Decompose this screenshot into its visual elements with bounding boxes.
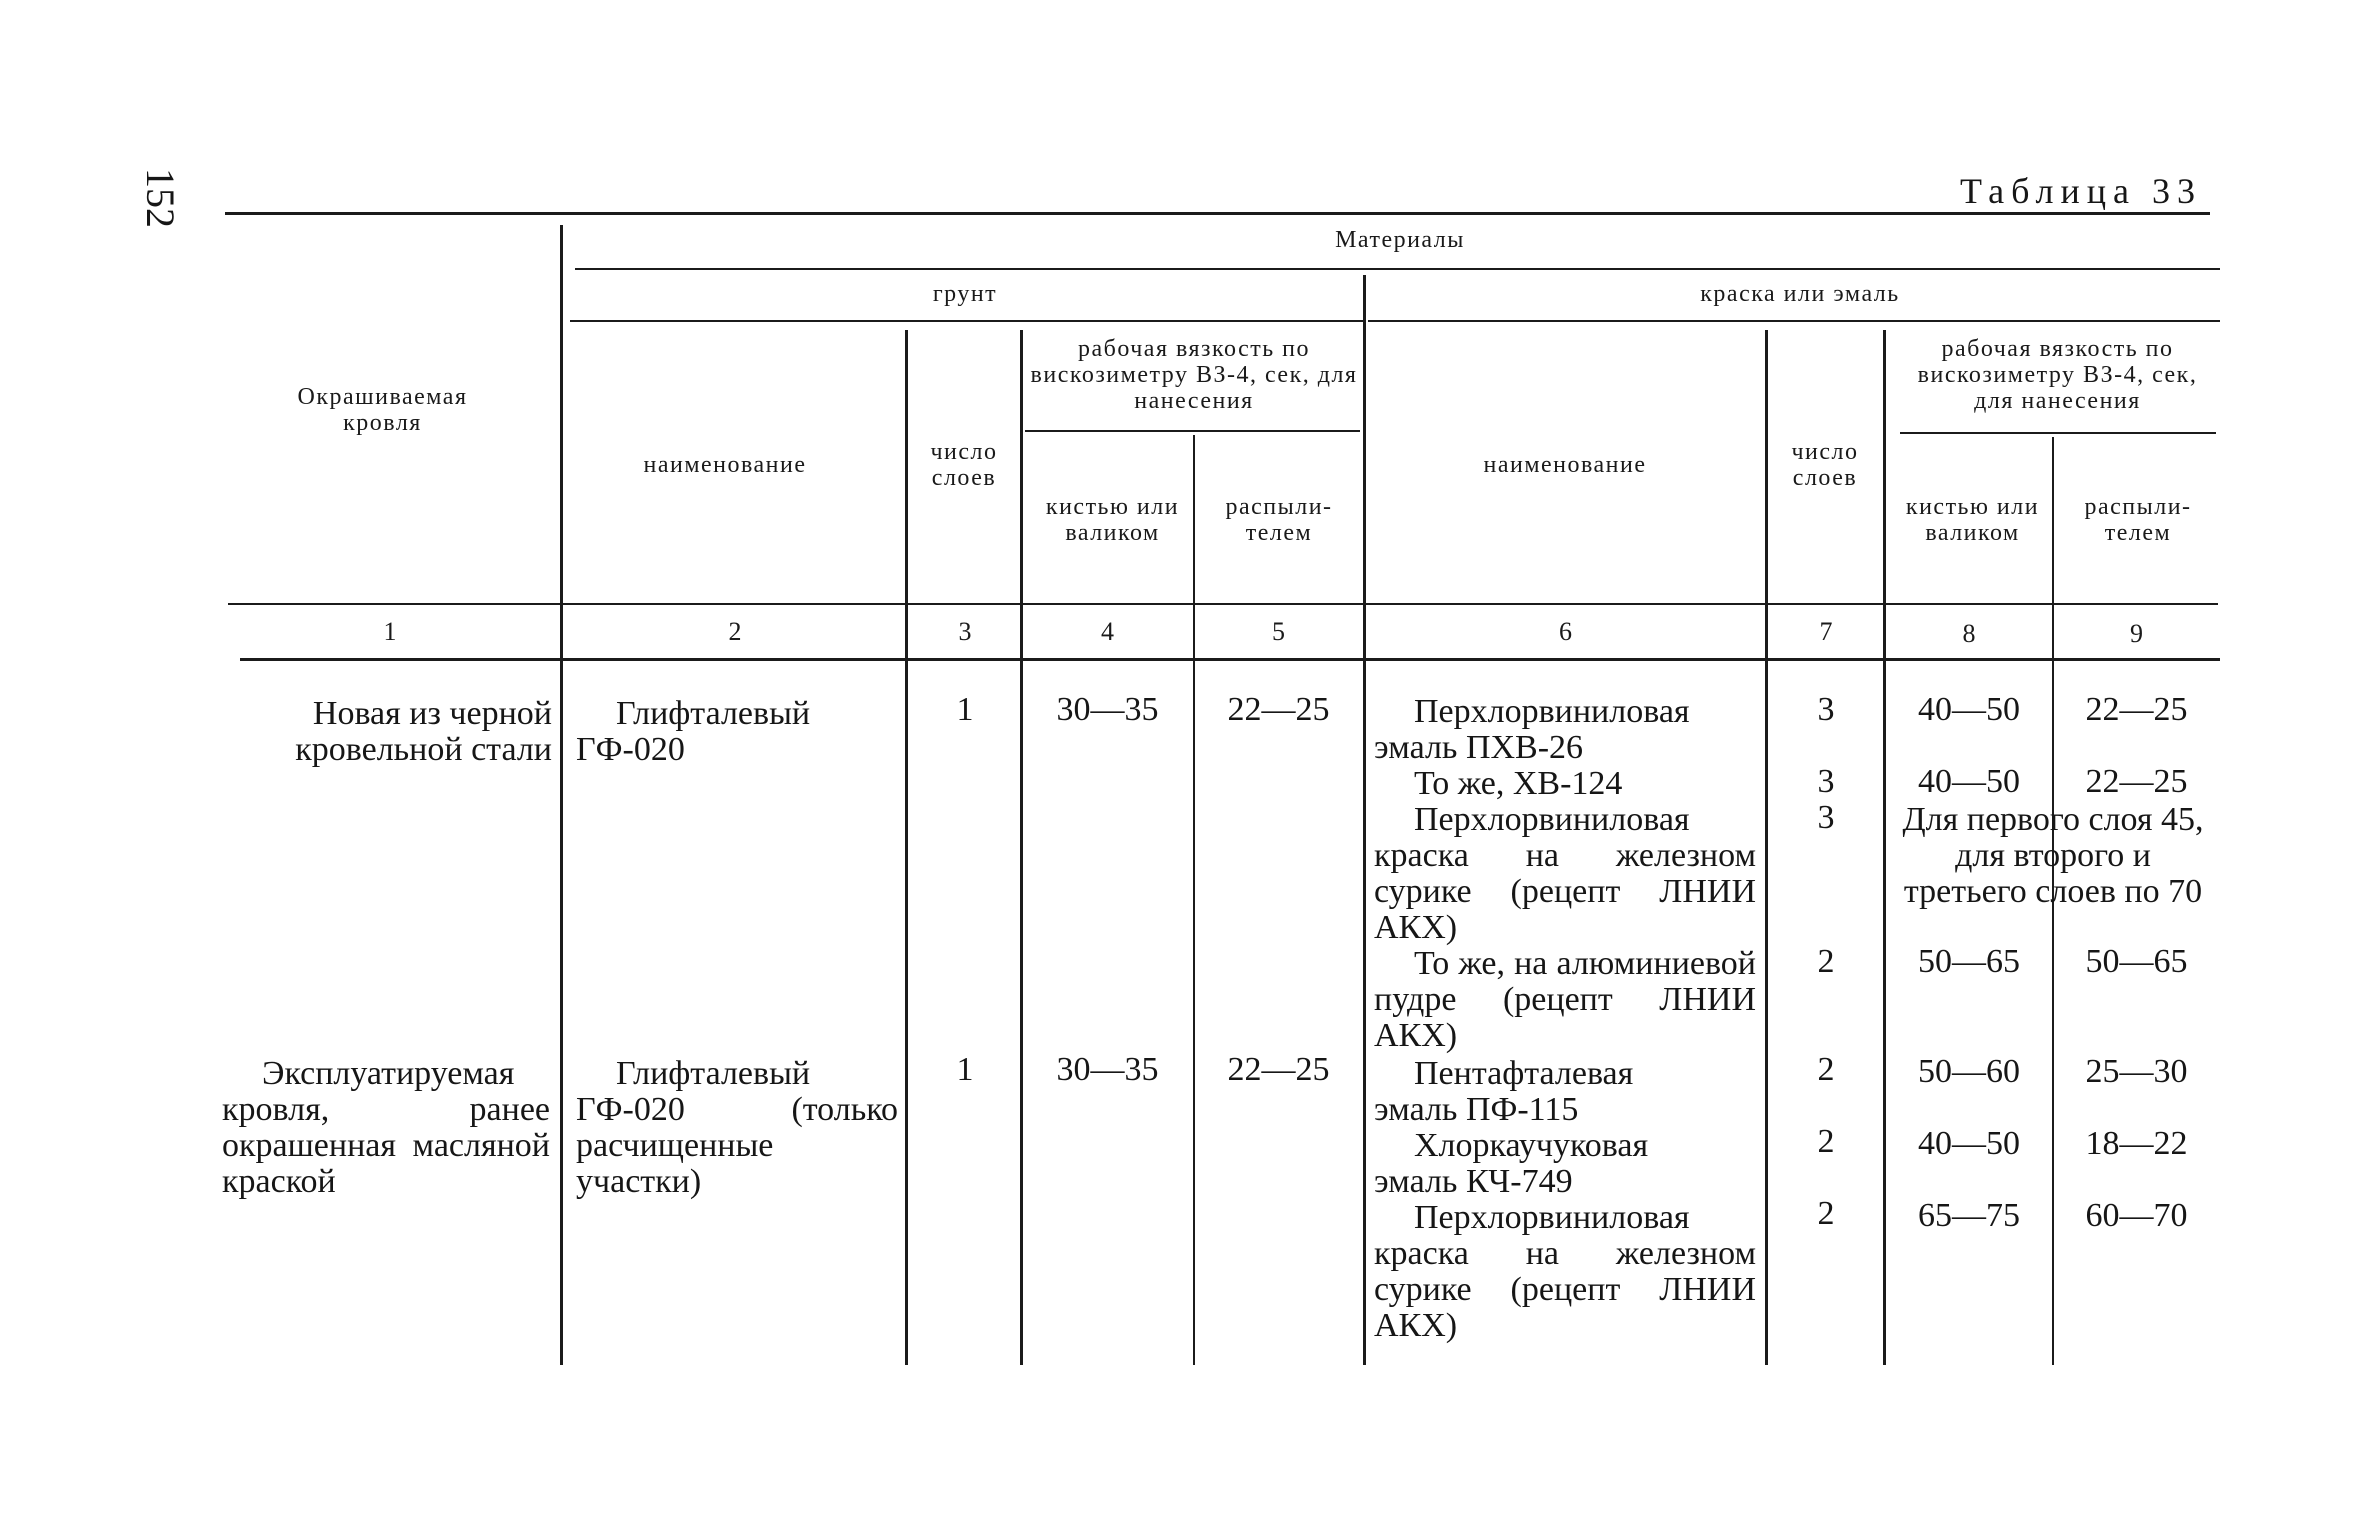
row-1-primer-spray: 22—25 [1227,691,1330,728]
row-2-paint-2-layers: 2 [1817,1123,1835,1160]
col-number-5: 5 [1272,617,1285,646]
header-primer-brush: кистью или валиком [1045,494,1180,546]
row-1-paint-1-layers: 3 [1817,691,1835,728]
row-2-paint-1-brush: 50—60 [1918,1053,2020,1090]
header-primer-name: наименование [643,452,807,478]
row-1-paint-2-name: То же, ХВ-124 [1414,765,1623,802]
table-title: Таблица 33 [1960,171,2202,211]
col-number-2: 2 [728,617,742,646]
row-2-primer-spray: 22—25 [1227,1051,1330,1088]
row-1-paint-4-layers: 2 [1817,943,1835,980]
row-2-paint-2-brush: 40—50 [1918,1125,2020,1162]
col-number-4: 4 [1101,617,1114,646]
row-1-paint-2-layers: 3 [1817,763,1835,800]
row-1-paint-4-name: То же, на алюминиевой пудре (рецепт ЛНИИ АКХ) [1374,945,1756,1054]
row-2-paint-1-name: Пентафталевая эмаль ПФ-115 [1374,1055,1634,1128]
row-2-primer-name: Глифталевый ГФ-020 (только расчищенные участки) [576,1055,898,1200]
col-number-9: 9 [2130,619,2143,648]
col-number-1: 1 [383,617,397,646]
visc-rule-right [1900,432,2216,434]
row-1-paint-3-note: Для первого слоя 45, для второго и третьего слоев по 70 [1902,801,2204,910]
row-2-paint-1-layers: 2 [1817,1051,1835,1088]
header-paint-spray: распыли-телем [2084,494,2192,546]
col-number-8: 8 [1962,619,1976,648]
header-primer-viscosity: рабочая вязкость по вискозиметру ВЗ-4, сек, для нанесения [1030,336,1358,414]
row-1-primer-layers: 1 [956,691,974,728]
row-1-paint-2-brush: 40—50 [1918,763,2020,800]
row-2-paint-3-name: Перхлорвиниловая краска на железном сурике (рецепт ЛНИИ АКХ) [1374,1199,1756,1344]
header-primer-spray: распыли-телем [1225,494,1333,546]
row-2-paint-1-spray: 25—30 [2085,1053,2188,1090]
row-1-paint-4-spray: 50—65 [2085,943,2188,980]
numbers-bottom-rule [240,658,2220,661]
header-surface: Окрашиваемая кровля [297,384,468,436]
row-1-paint-4-brush: 50—65 [1918,943,2020,980]
header-paint-layers: число слоев [1791,439,1859,491]
col-sep-3 [1020,330,1023,1365]
header-materials: Материалы [1335,227,1465,253]
col-number-3: 3 [958,617,972,646]
header-bottom-rule [228,603,2218,605]
visc-rule-left [1025,430,1360,432]
row-2-paint-2-spray: 18—22 [2085,1125,2188,1162]
header-paint-viscosity: рабочая вязкость по вискозиметру ВЗ-4, сек, для нанесения [1917,336,2198,414]
row-2-primer-brush: 30—35 [1056,1051,1159,1088]
col-sep-5 [1363,275,1366,1365]
header-paint-brush: кистью или валиком [1905,494,2040,546]
header-primer-layers: число слоев [930,439,998,491]
row-2-paint-2-name: Хлоркаучуковая эмаль КЧ-749 [1374,1127,1649,1200]
header-paint-name: наименование [1483,452,1647,478]
page-number: 152 [138,168,183,228]
col-number-6: 6 [1559,617,1572,646]
row-2-surface: Эксплуатируемая кровля, ранее окрашенная масляной краской [222,1055,550,1200]
row-1-paint-1-brush: 40—50 [1918,691,2020,728]
row-1-primer-brush: 30—35 [1056,691,1159,728]
row-2-paint-3-brush: 65—75 [1918,1197,2020,1234]
row-1-primer-name: Глифталевый ГФ-020 [576,695,811,768]
col-sep-7 [1883,330,1886,1365]
top-rule [225,212,2210,215]
col-number-7: 7 [1819,617,1833,646]
group-rule-left [570,320,1365,322]
row-2-primer-layers: 1 [956,1051,974,1088]
row-1-paint-3-name: Перхлорвиниловая краска на железном сурике (рецепт ЛНИИ АКХ) [1374,801,1756,946]
row-1-surface: Новая из черной кровельной стали [295,695,552,768]
col-sep-4 [1193,435,1195,1365]
row-2-paint-3-layers: 2 [1817,1195,1835,1232]
header-paint: краска или эмаль [1700,281,1900,307]
col-sep-1 [560,225,563,1365]
row-1-paint-1-name: Перхлорвиниловая эмаль ПХВ-26 [1374,693,1690,766]
row-1-paint-1-spray: 22—25 [2085,691,2188,728]
materials-rule [575,268,2220,270]
group-rule-right [1368,320,2220,322]
row-1-paint-2-spray: 22—25 [2085,763,2188,800]
row-1-paint-3-layers: 3 [1817,799,1835,836]
row-2-paint-3-spray: 60—70 [2085,1197,2188,1234]
header-primer: грунт [932,281,998,307]
